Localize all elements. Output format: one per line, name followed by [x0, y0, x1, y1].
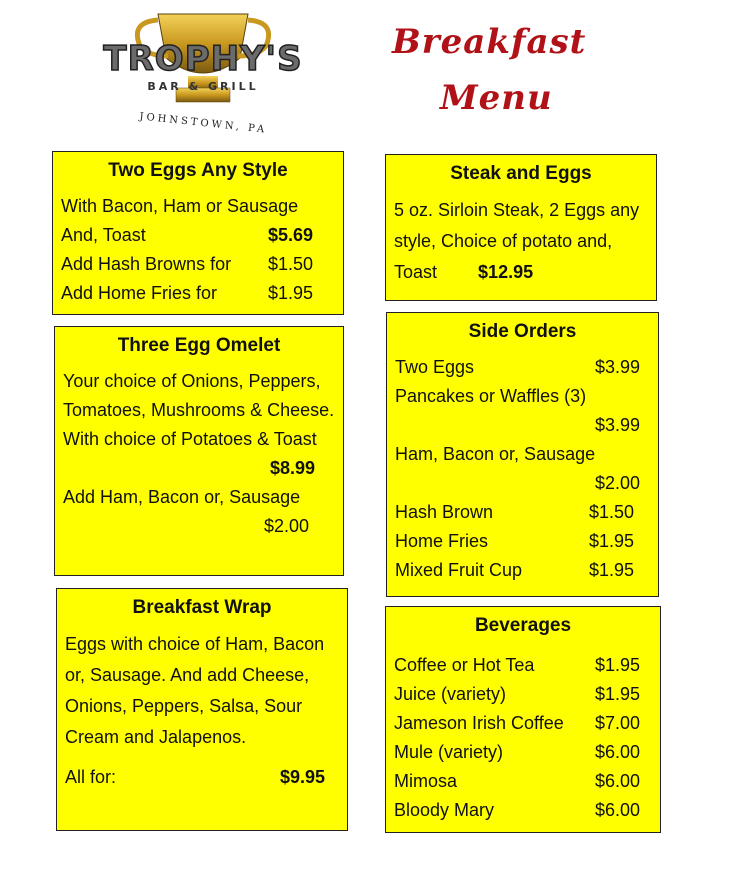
beverage-item — [394, 796, 640, 825]
two-eggs-line2-label: And, Toast — [61, 225, 146, 245]
two-eggs-line1: With Bacon, Ham or Sausage — [61, 196, 299, 216]
beverage-price: $6.00 — [594, 800, 640, 820]
add-fries-label: Add Home Fries for — [61, 283, 218, 303]
side-item — [395, 382, 640, 440]
two-eggs-add-fries — [61, 279, 335, 308]
beverage-item — [394, 651, 640, 680]
side-item-price: $1.95 — [588, 531, 634, 551]
add-fries-price: $1.95 — [267, 283, 313, 303]
beverage-price: $6.00 — [594, 742, 640, 762]
side-item-price: $3.99 — [594, 357, 640, 377]
omelet-box — [54, 326, 344, 576]
beverage-item — [394, 767, 640, 796]
side-item-name: Two Eggs — [395, 357, 475, 377]
beverage-price: $6.00 — [594, 771, 640, 791]
trophys-logo — [88, 8, 318, 143]
side-item — [395, 498, 634, 527]
steak-desc — [394, 195, 648, 288]
side-item — [395, 353, 640, 382]
beverage-item — [394, 709, 640, 738]
side-item-price: $1.95 — [588, 560, 634, 580]
side-item-price: $2.00 — [594, 473, 640, 493]
beverage-price: $1.95 — [594, 655, 640, 675]
beverage-item — [394, 680, 640, 709]
beverage-name: Jameson Irish Coffee — [394, 713, 564, 733]
add-hash-price: $1.50 — [267, 254, 313, 274]
steak-title: Steak and Eggs — [450, 163, 592, 184]
side-item — [395, 527, 634, 556]
side-item-name: Mixed Fruit Cup — [395, 560, 523, 580]
two-eggs-price: $5.69 — [267, 225, 313, 245]
wrap-all-for-label: All for: — [65, 767, 117, 787]
side-item-name: Hash Brown — [395, 502, 494, 522]
sides-title: Side Orders — [468, 321, 577, 342]
side-item-name: Ham, Bacon or, Sausage — [395, 444, 596, 464]
beverage-name: Bloody Mary — [394, 800, 495, 820]
wrap-box — [56, 588, 348, 831]
sides-box — [386, 312, 659, 597]
beverage-price: $7.00 — [594, 713, 640, 733]
wrap-title: Breakfast Wrap — [132, 597, 272, 618]
beverage-name: Mule (variety) — [394, 742, 504, 762]
side-item-name: Pancakes or Waffles (3) — [395, 386, 587, 406]
wrap-price: $9.95 — [279, 767, 325, 787]
beverage-name: Mimosa — [394, 771, 458, 791]
beverage-price: $1.95 — [594, 684, 640, 704]
beverage-item — [394, 738, 640, 767]
logo-name: TROPHY'S — [103, 39, 303, 79]
omelet-add-price: $2.00 — [263, 516, 309, 536]
side-item-price: $1.50 — [588, 502, 634, 522]
logo-location: JOHNSTOWN, PA — [138, 111, 268, 136]
side-item — [395, 556, 634, 585]
omelet-title: Three Egg Omelet — [117, 335, 281, 356]
two-eggs-add-hash — [61, 250, 335, 279]
add-hash-label: Add Hash Browns for — [61, 254, 232, 274]
menu-title-menu: Menu — [440, 78, 553, 118]
steak-box — [385, 154, 657, 301]
steak-price: $12.95 — [478, 262, 534, 282]
beverage-name: Coffee or Hot Tea — [394, 655, 535, 675]
two-eggs-line2 — [61, 221, 335, 250]
omelet-price: $8.99 — [269, 458, 315, 478]
wrap-all-for — [65, 763, 339, 792]
side-item-name: Home Fries — [395, 531, 489, 551]
beverages-title: Beverages — [474, 615, 572, 636]
side-item-price: $3.99 — [594, 415, 640, 435]
menu-title-breakfast: Breakfast — [392, 22, 587, 62]
wrap-desc: Eggs with choice of Ham, Bacon or, Sausage. And add Cheese, Onions, Peppers, Salsa, Sour Cream and Jalapenos. — [65, 634, 325, 747]
beverages-box — [385, 606, 661, 833]
omelet-add-label: Add Ham, Bacon or, Sausage — [63, 487, 301, 507]
two-eggs-box — [52, 151, 344, 315]
side-item — [395, 440, 640, 498]
logo-sub: BAR & GRILL — [147, 80, 259, 93]
omelet-desc: Your choice of Onions, Peppers, Tomatoes, Mushrooms & Cheese. With choice of Potatoes & Toast — [63, 371, 335, 449]
steak-desc-text: 5 oz. Sirloin Steak, 2 Eggs any style, Choice of potato and, Toast — [394, 200, 640, 282]
two-eggs-title: Two Eggs Any Style — [108, 160, 288, 181]
beverage-name: Juice (variety) — [394, 684, 507, 704]
